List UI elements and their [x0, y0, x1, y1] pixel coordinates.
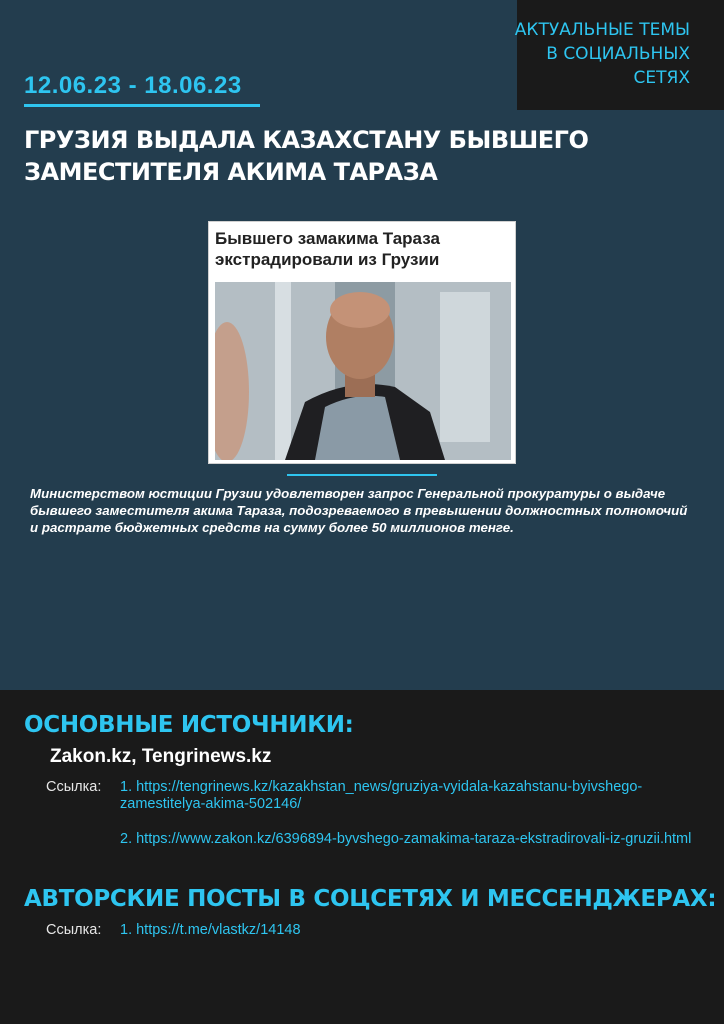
sources-link-label: Ссылка:: [46, 779, 102, 795]
news-screenshot-card: [208, 221, 516, 464]
news-photo: [215, 282, 511, 460]
topic-badge: [514, 0, 724, 110]
divider-line: [287, 474, 437, 476]
topic-badge-line3: СЕТЯХ: [633, 68, 690, 88]
source-link-1[interactable]: 1. https://tengrinews.kz/kazakhstan_news/gruziya-vyidala-kazahstanu-byivshego-zamestitelya-akima-502146/: [120, 779, 643, 812]
date-underline: [24, 104, 260, 107]
topic-badge-line2: В СОЦИАЛЬНЫХ: [546, 44, 690, 64]
source-link-2[interactable]: 2. https://www.zakon.kz/6396894-byvshego-zamakima-taraza-ekstradirovali-iz-gruzii.html: [120, 831, 692, 847]
article-summary: Министерством юстиции Грузии удовлетворен запрос Генеральной прокуратуры о выдаче бывшего заместителя акима Тараза, подозреваемого в превышении должностных полномочий и растрате бюджетных средств на сумму более 50 миллионов тенге.: [30, 486, 688, 535]
news-card-title: Бывшего замакима Тараза экстрадировали из Грузии: [215, 229, 440, 269]
main-sources-heading: ОСНОВНЫЕ ИСТОЧНИКИ:: [24, 712, 354, 738]
author-post-link-1[interactable]: 1. https://t.me/vlastkz/14148: [120, 922, 301, 938]
main-sources-names: Zakon.kz, Tengrinews.kz: [50, 746, 272, 767]
topic-badge-line1: АКТУАЛЬНЫЕ ТЕМЫ: [514, 20, 690, 40]
page-title: ГРУЗИЯ ВЫДАЛА КАЗАХСТАНУ БЫВШЕГО ЗАМЕСТИТЕЛЯ АКИМА ТАРАЗА: [24, 126, 589, 186]
author-posts-heading: АВТОРСКИЕ ПОСТЫ В СОЦСЕТЯХ И МЕССЕНДЖЕРАХ:: [24, 886, 717, 912]
date-range: 12.06.23 - 18.06.23: [24, 72, 242, 99]
author-posts-link-label: Ссылка:: [46, 922, 102, 938]
